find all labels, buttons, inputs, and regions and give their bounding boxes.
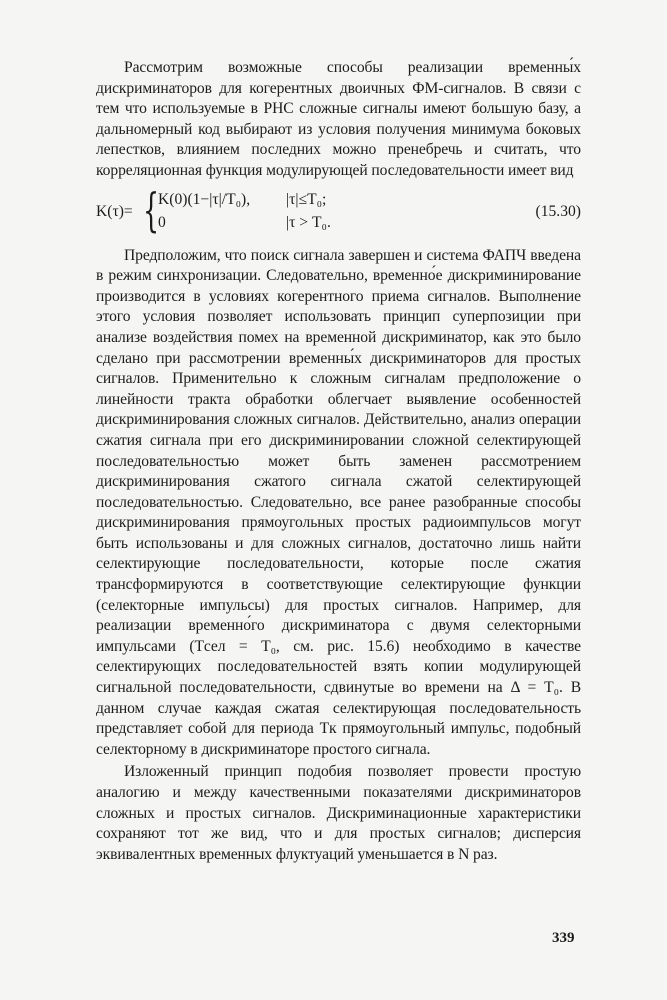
- formula-15-30: [96, 182, 581, 240]
- formula-case-2: 0: [158, 213, 166, 231]
- page-number: 339: [552, 930, 575, 946]
- paragraph-conclusion: Изложенный принцип подобия позволяет провести простую аналогию и между качественными показателями дискриминаторов сложных и простых сигналов. Дискриминационные характеристики сохраняют тот же вид, что и для простых сигналов; дисперсия эквивалентных временных флуктуаций уменьшается в N раз.: [96, 763, 581, 863]
- formula-case-1: K(0)(1−|τ|/T₀),: [158, 190, 251, 208]
- formula-condition-1: |τ|≤T₀;: [286, 190, 327, 208]
- formula-condition-2: |τ > T₀.: [286, 213, 331, 231]
- equation-number: (15.30): [535, 202, 581, 220]
- formula-lhs: K(τ)=: [96, 202, 133, 220]
- page-body: [96, 58, 581, 865]
- formula-brace: {: [143, 182, 160, 237]
- paragraph-main: Предположим, что поиск сигнала завершен и система ФАПЧ введена в режим синхронизации. Следовательно, временно́е дискриминирование производится в условиях когерентного приема сигналов. Выполнение этого условия позволяет использовать принцип суперпозиции при анализе воздействия помех на временной дискриминатор, как это было сделано при рассмотрении временны́х дискриминаторов для простых сигналов. Применительно к сложным сигналам предположение о линейности тракта обработки облегчает выявление особенностей дискриминирования сложных сигналов. Действительно, анализ операции сжатия сигнала при его дискриминировании сложной селектирующей последовательностью может быть заменен рассмотрением дискриминирования сжатого сигнала сжатой селектирующей последовательностью. Следовательно, все ранее разобранные способы дискриминирования прямоугольных простых радиоимпульсов могут быть использованы и для сложных сигналов, достаточно лишь найти селектирующие последовательности, которые после сжатия трансформируются в соответствующие селектирующие функции (селекторные импульсы) для простых сигналов. Например, для реализации временно́го дискриминатора с двумя селекторными импульсами (Tсел = T₀, см. рис. 15.6) необходимо в качестве селектирующих последовательностей взять копии модулирующей сигнальной последовательности, сдвинутые во времени на Δ = T₀. В данном случае каждая сжатая селектирующая последовательность представляет собой для периода Tк прямоугольный импульс, подобный селекторному в дискриминаторе простого сигнала.: [96, 246, 581, 758]
- paragraph-intro: Рассмотрим возможные способы реализации временны́х дискриминаторов для когерентных двоичных ФМ-сигналов. В связи с тем что используемые в РНС сложные сигналы имеют большую базу, а дальномерный код выбирают из условия получения минимума боковых лепестков, влиянием последних можно пренебречь и считать, что корреляционная функция модулирующей последовательности имеет вид: [96, 59, 581, 179]
